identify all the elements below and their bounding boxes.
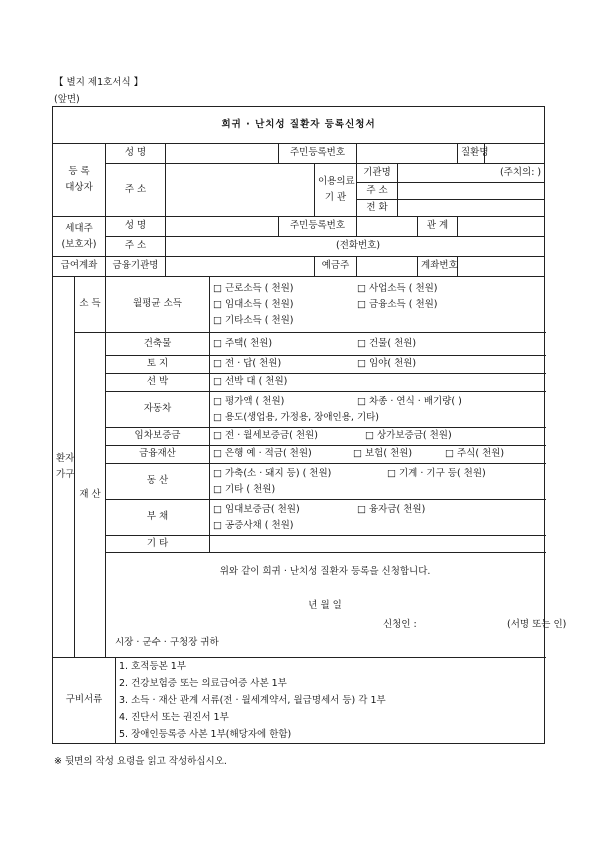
building-label: 건축물 (106, 333, 210, 356)
registrant-name-label: 성 명 (106, 144, 166, 164)
lease-deposit-items[interactable] (210, 428, 545, 446)
bank-savings-checkbox: □ 은행 예 · 적금( 천원) (213, 448, 312, 460)
other-movable-checkbox: □ 기타 ( 천원) (213, 483, 276, 495)
registration-form (52, 106, 567, 744)
page-side: (앞면) (54, 94, 80, 105)
registrant-id-label: 주민등록번호 (279, 144, 357, 164)
household-label: 환자 가구 (53, 277, 75, 658)
institution-phone-label: 전 화 (357, 199, 397, 216)
institution-phone-field (398, 199, 544, 216)
income-items[interactable] (210, 277, 545, 333)
building-items[interactable] (210, 333, 545, 356)
form-number: 【 별지 제1호서식 】 (54, 77, 144, 88)
income-label: 소 득 (75, 277, 106, 333)
financial-income-checkbox: □ 금융소득 ( 천원) (357, 298, 438, 310)
document-item: 3. 소득 · 재산 관계 서류(전 · 월세계약서, 월급명세서 등) 각 1부 (119, 695, 386, 706)
house-checkbox: □ 주택( 천원) (213, 337, 273, 349)
institution-contact-labels (357, 183, 398, 217)
vehicle-spec-checkbox: □ 차종 · 연식 · 배기량( ) (357, 395, 462, 407)
guardian-name-field[interactable] (166, 217, 279, 237)
labor-income-checkbox: □ 근로소득 ( 천원) (213, 282, 294, 294)
registrant-address-field[interactable] (166, 164, 315, 217)
forest-checkbox: □ 임야( 천원) (357, 358, 417, 370)
store-deposit-checkbox: □ 상가보증금( 천원) (365, 430, 452, 442)
relation-label: 관 계 (418, 217, 458, 237)
vehicle-use-checkbox: □ 용도(생업용, 가정용, 장애인용, 기타) (213, 411, 380, 423)
documents-label: 구비서류 (53, 658, 116, 744)
vehicle-label: 자동차 (106, 392, 210, 428)
document-item: 5. 장애인등록증 사본 1부(해당자에 한함) (119, 729, 292, 740)
financial-assets-items[interactable] (210, 446, 545, 464)
rental-income-checkbox: □ 임대소득 ( 천원) (213, 298, 294, 310)
document-item: 4. 진단서 또는 권진서 1부 (119, 712, 229, 723)
land-label: 토 지 (106, 356, 210, 374)
institution-name-label: 기관명 (357, 164, 398, 183)
vehicle-value-checkbox: □ 평가액 ( 천원) (213, 395, 285, 407)
institution-name-field[interactable]: (주치의: ) (398, 164, 545, 183)
registrant-id-field[interactable] (357, 144, 458, 164)
account-holder-label: 예금주 (315, 257, 357, 277)
document-item: 1. 호적등본 1부 (119, 661, 187, 672)
vessel-checkbox[interactable]: □ 선박 대 ( 천원) (210, 374, 545, 392)
declaration-block (106, 553, 567, 658)
jeonse-deposit-checkbox: □ 전 · 월세보증금( 천원) (213, 430, 318, 442)
insurance-checkbox: □ 보험( 천원) (353, 448, 413, 460)
document-item: 2. 건강보험증 또는 의료급여증 사본 1부 (119, 678, 287, 689)
registrant-section-label: 등 록 대상자 (53, 144, 106, 217)
declaration-date[interactable]: 년 월 일 (308, 600, 342, 611)
guardian-id-label: 주민등록번호 (279, 217, 357, 237)
other-property-field[interactable] (210, 536, 545, 553)
vehicle-items[interactable] (210, 392, 545, 428)
notarized-debt-checkbox: □ 공증사채 ( 천원) (213, 519, 294, 531)
guardian-name-label: 성 명 (106, 217, 166, 237)
movable-property-items[interactable] (210, 464, 545, 500)
relation-field[interactable] (458, 217, 545, 237)
guardian-id-field[interactable] (357, 217, 418, 237)
signature-note[interactable]: (서명 또는 인) (507, 619, 567, 630)
registrant-address-label: 주 소 (106, 164, 166, 217)
account-label: 급여계좌 (53, 257, 106, 277)
land-items[interactable] (210, 356, 545, 374)
bank-name-label: 금융기관명 (106, 257, 166, 277)
property-label: 재 산 (75, 333, 106, 658)
registrant-name-field[interactable] (166, 144, 279, 164)
institution-address-field (398, 183, 544, 199)
monthly-income-label: 월평균 소득 (106, 277, 210, 333)
documents-list (116, 658, 545, 744)
machinery-checkbox: □ 기계 · 기구 등( 천원) (387, 467, 486, 479)
addressee: 시장 · 군수 · 구청장 귀하 (115, 637, 219, 648)
movable-property-label: 동 산 (106, 464, 210, 500)
institution-contact-fields[interactable] (398, 183, 545, 217)
debt-label: 부 채 (106, 500, 210, 536)
business-income-checkbox: □ 사업소득 ( 천원) (357, 282, 438, 294)
farmland-checkbox: □ 전 · 답( 천원) (213, 358, 282, 370)
guardian-address-field[interactable]: (전화번호) (166, 237, 545, 257)
livestock-checkbox: □ 가축(소 · 돼지 등) ( 천원) (213, 467, 332, 479)
institution-label: 이용의료 기 관 (315, 164, 357, 217)
debt-items[interactable] (210, 500, 545, 536)
other-income-checkbox: □ 기타소득 ( 천원) (213, 314, 294, 326)
declaration-statement: 위와 같이 희귀 · 난치성 질환자 등록을 신청합니다. (219, 566, 431, 577)
financial-assets-label: 금융재산 (106, 446, 210, 464)
bank-name-field[interactable] (166, 257, 315, 277)
commercial-building-checkbox: □ 건물( 천원) (357, 337, 417, 349)
account-holder-field[interactable] (357, 257, 418, 277)
applicant-label: 신청인 : (383, 619, 417, 630)
disease-label: 질환명 (458, 144, 485, 164)
guardian-address-label: 주 소 (106, 237, 166, 257)
account-number-label: 계좌번호 (418, 257, 458, 277)
disease-field[interactable] (485, 144, 545, 164)
loan-checkbox: □ 융자금( 천원) (357, 503, 426, 515)
rent-deposit-debt-checkbox: □ 임대보증금( 천원) (213, 503, 300, 515)
account-number-field[interactable] (458, 257, 545, 277)
footnote: ※ 뒷면의 작성 요령을 읽고 작성하십시오. (54, 756, 227, 767)
other-property-label: 기 타 (106, 536, 210, 553)
form-title: 희귀 · 난치성 질환자 등록신청서 (53, 107, 545, 144)
vessel-label: 선 박 (106, 374, 210, 392)
stocks-checkbox: □ 주식( 천원) (445, 448, 505, 460)
institution-address-label: 주 소 (366, 185, 388, 196)
guardian-section-label: 세대주 (보호자) (53, 217, 106, 257)
lease-deposit-label: 임차보증금 (106, 428, 210, 446)
